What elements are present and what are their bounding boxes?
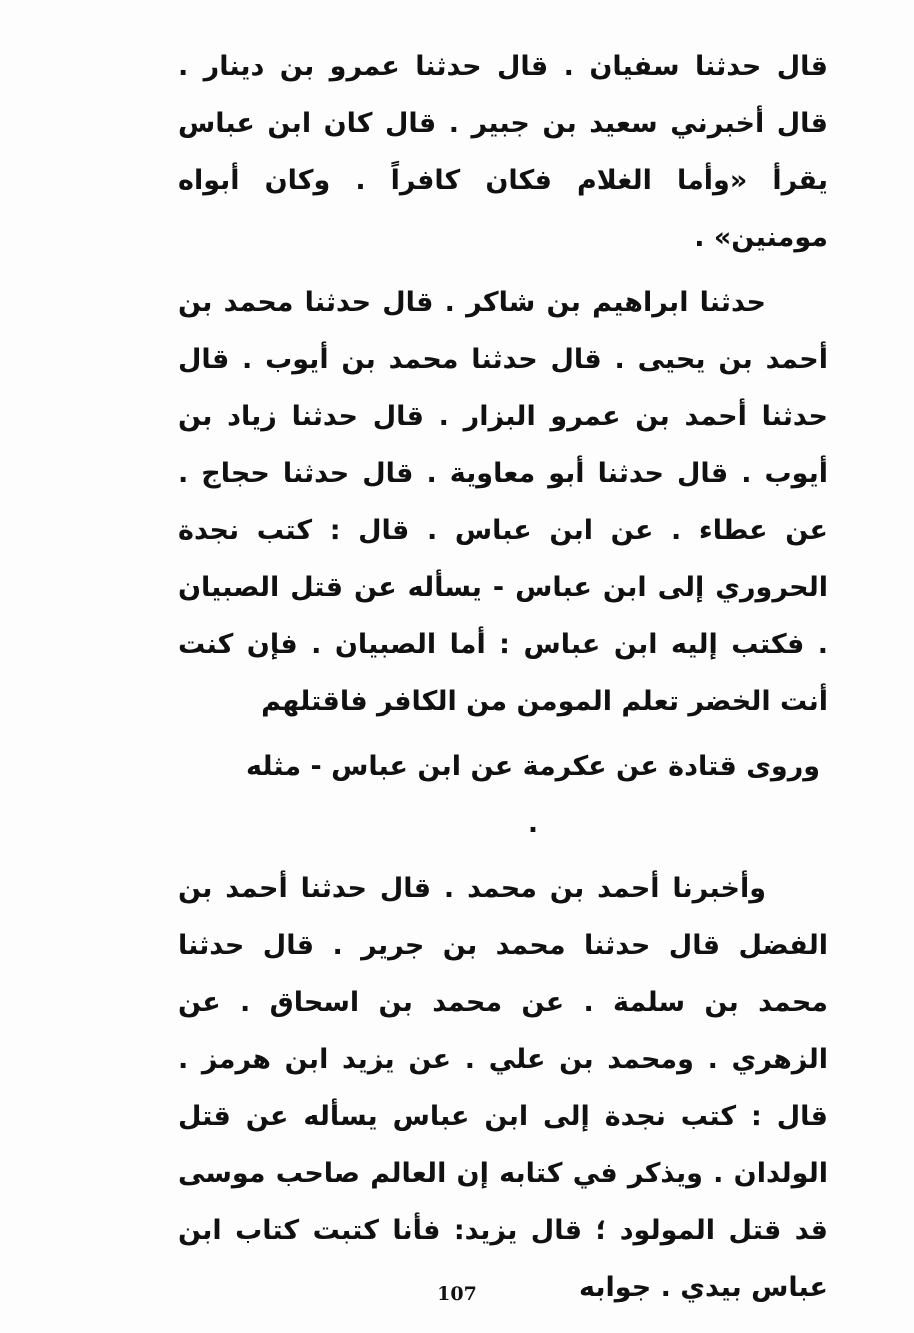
paragraph-sufyan-hadith: قال حدثنا سفيان . قال حدثنا عمرو بن دينار . قال أخبرني سعيد بن جبير . قال كان ابن عباس يقرأ «وأما الغلام فكان كافراً . وكان أبواه مومنين» . (178, 51, 828, 253)
paragraph-ibrahim-hadith: حدثنا ابراهيم بن شاكر . قال حدثنا محمد بن أحمد بن يحيى . قال حدثنا محمد بن أيوب . قال حدثنا أحمد بن عمرو البزار . قال حدثنا زياد بن أيوب . قال حدثنا أبو معاوية . قال حدثنا حجاج . عن عطاء . عن ابن عباس . قال : كتب نجدة الحروري إلى ابن عباس - يسأله عن قتل الصبيان . فكتب إليه ابن عباس : أما الصبيان . فإن كنت أنت الخضر تعلم المومن من الكافر فاقتلهم (178, 287, 828, 717)
paragraph-qatada-note: وروى قتادة عن عكرمة عن ابن عباس - مثله . (245, 751, 821, 839)
paragraph-ahmad-hadith: وأخبرنا أحمد بن محمد . قال حدثنا أحمد بن الفضل قال حدثنا محمد بن جرير . قال حدثنا محمد بن سلمة . عن محمد بن اسحاق . عن الزهري . ومحمد بن علي . عن يزيد ابن هرمز . قال : كتب نجدة إلى ابن عباس يسأله عن قتل الولدان . ويذكر في كتابه إن العالم صاحب موسى قد قتل المولود ؛ قال يزيد: فأنا كتبت كتاب ابن عباس بيدي . جوابه (178, 873, 828, 1303)
page-body (178, 38, 828, 1316)
page-number: 107 (437, 1283, 477, 1305)
